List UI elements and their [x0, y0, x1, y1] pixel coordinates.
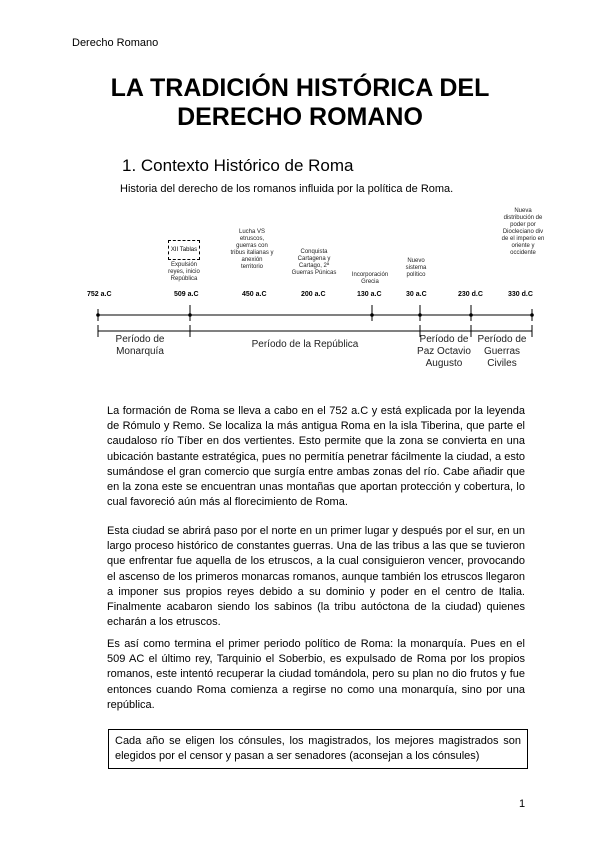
- title-line-1: LA TRADICIÓN HISTÓRICA DEL: [110, 74, 490, 102]
- page-number: 1: [519, 798, 526, 810]
- timeline-period-guerras: Período de Guerras Civiles: [477, 334, 527, 369]
- timeline-date: 130 a.C: [357, 291, 382, 298]
- timeline-date: 330 d.C: [508, 291, 533, 298]
- timeline-date: 30 a.C: [406, 291, 427, 298]
- document-title: [60, 74, 540, 132]
- paragraph: Esta ciudad se abrirá paso por el norte en un primer lugar y después por el sur, en un largo proceso histórico de constantes guerras. Una de las tribus a las que se tuvieron que enfrentar fue aquella de los etruscos, a la cual consiguieron vencer, provocando el ascenso de los primeros monarcas romanos, aunque también los etruscos llegaron a imponer sus propios reyes debido a su dominio y poder en el centro de Italia. Finalmente acabaron siendo los sabinos (la tribu autóctona de la ciudad) quienes echarán a los etruscos.: [107, 525, 525, 629]
- timeline-period-republica: Período de la República: [251, 339, 359, 350]
- timeline-event-expulsion: Expulsión reyes, inicio República: [168, 262, 200, 282]
- timeline-period-paz: Período de Paz Octavio Augusto: [417, 334, 471, 369]
- section-heading: 1. Contexto Histórico de Roma: [122, 156, 354, 175]
- timeline-event-nueva-distribucion: Nueva distribución de poder por Diocleciano div de el imperio en oriente y occidente: [501, 208, 545, 256]
- timeline-event-incorporacion: Incorporación Grecia: [351, 272, 389, 285]
- timeline-date: 450 a.C: [242, 291, 267, 298]
- timeline-event-lucha: Lucha VS etruscos, guerras con tribus italianas y anexión territorio: [230, 229, 274, 270]
- timeline-date: 752 a.C: [87, 291, 112, 298]
- intro-text: Historia del derecho de los romanos influida por la política de Roma.: [120, 183, 454, 195]
- timeline-diagram: [80, 205, 550, 390]
- paragraph: La formación de Roma se lleva a cabo en el 752 a.C y está explicada por la leyenda de Rómulo y Remo. Se localiza la más antigua Roma en la isla Tiberina, que parte el caudaloso río Tíber en dos vertientes. Esto permite que la zona se convierta en una ubicación bastante estratégica, pues no permitía penetrar fácilmente la ciudad, a esto sumándose el gran comercio que surgía entre ambas zonas del río. Cabe añadir que en la zona este se encuentran unas montañas que aportan protección y cobertura, lo cual favoreció aún más al florecimiento de Roma.: [107, 405, 525, 509]
- boxed-note: Cada año se eligen los cónsules, los magistrados, los mejores magistrados son elegidos por el censor y pasan a ser senadores (aconsejan a los cónsules): [108, 729, 528, 769]
- title-line-2: DERECHO ROMANO: [177, 103, 423, 131]
- timeline-event-conquista: Conquista Cartagena y Cartago, 2ª Guerras Púnicas: [291, 249, 337, 276]
- timeline-period-monarquia: Período de Monarquía: [115, 334, 165, 357]
- running-header: Derecho Romano: [72, 37, 159, 49]
- paragraph: Es así como termina el primer periodo político de Roma: la monarquía. Pues en el 509 AC el último rey, Tarquinio el Soberbio, es expulsado de Roma por los propios romanos, este intentó recuperar la ciudad tomándola, pero su plan no dio frutos y fue entonces cuando Roma comienza a regirse no como una monarquía, sino por una república.: [107, 638, 525, 711]
- timeline-date: 509 a.C: [174, 291, 199, 298]
- timeline-event-nuevo: Nuevo sistema político: [405, 258, 427, 278]
- timeline-event-xii-tablas: XII Tablas: [168, 240, 200, 260]
- timeline-date: 230 d.C: [458, 291, 483, 298]
- timeline-date: 200 a.C: [301, 291, 326, 298]
